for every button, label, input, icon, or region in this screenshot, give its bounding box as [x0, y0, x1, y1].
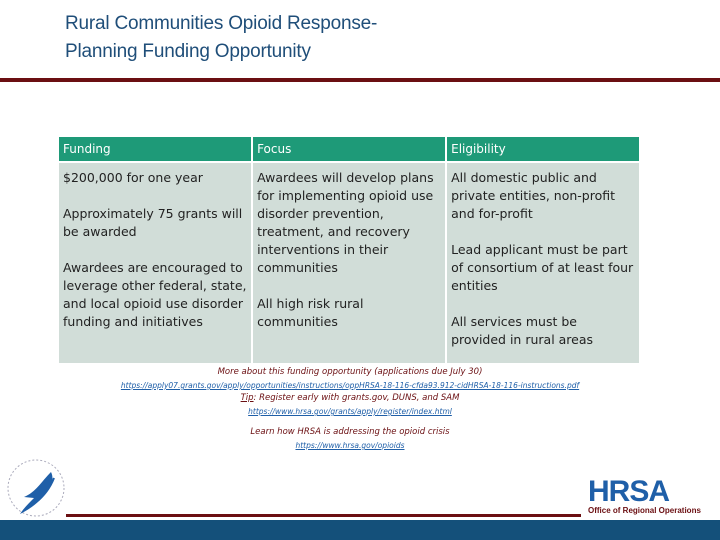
- focus-cell: Awardees will develop plans for implementing opioid use disorder prevention, treatment, and recovery interventions in their communities All high risk rural communities: [253, 163, 445, 363]
- table-header-row: [59, 137, 639, 161]
- eligibility-cell: All domestic public and private entities, non-profit and for-profit Lead applicant must be part of consortium of at least four entities All services must be provided in rural areas: [447, 163, 639, 363]
- page-title: Rural Communities Opioid Response- Planning Funding Opportunity: [65, 13, 378, 62]
- title-divider: [0, 78, 720, 82]
- register-link[interactable]: https://www.hrsa.gov/grants/apply/register/index.html: [248, 407, 452, 416]
- footer-bar: [0, 520, 720, 540]
- table-row: [59, 163, 639, 363]
- opioids-link[interactable]: https://www.hrsa.gov/opioids: [295, 441, 405, 450]
- funding-cell: $200,000 for one year Approximately 75 grants will be awarded Awardees are encouraged to leverage other federal, state, and local opioid use disorder funding and initiatives: [59, 163, 251, 363]
- learn-text: Learn how HRSA is addressing the opioid crisis: [250, 427, 450, 437]
- more-info-text: More about this funding opportunity (applications due July 30): [217, 367, 483, 377]
- header-focus: Focus: [253, 137, 445, 161]
- tip-text: Tip: Register early with grants.gov, DUNS, and SAM: [240, 393, 460, 403]
- header-eligibility: Eligibility: [447, 137, 639, 161]
- instructions-link[interactable]: https://apply07.grants.gov/apply/opportunities/instructions/oppHRSA-18-116-cfda93.912-cidHRSA-18-116-instructions.pdf: [120, 381, 580, 390]
- funding-table: [57, 135, 641, 365]
- hrsa-logo: HRSA Office of Regional Operations: [588, 475, 701, 515]
- footer-divider: [66, 514, 581, 517]
- info-section: [100, 366, 600, 452]
- hhs-seal-logo: [6, 452, 70, 522]
- header-funding: Funding: [59, 137, 251, 161]
